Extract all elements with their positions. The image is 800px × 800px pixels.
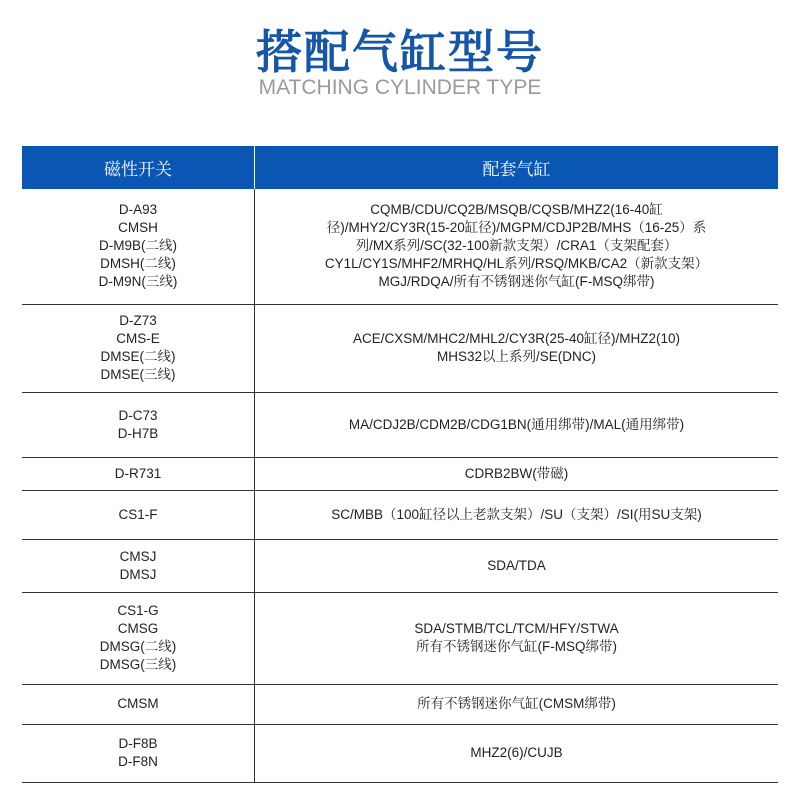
table-row — [22, 684, 778, 724]
cylinder-cell: MA/CDJ2B/CDM2B/CDG1BN(通用绑带)/MAL(通用绑带) — [255, 392, 779, 457]
cylinder-cell: SDA/STMB/TCL/TCM/HFY/STWA 所有不锈钢迷你气缸(F-MSQ绑带) — [255, 592, 779, 684]
page-subtitle: MATCHING CYLINDER TYPE — [258, 76, 542, 99]
table-row — [22, 592, 778, 684]
page-title: 搭配气缸型号 — [256, 25, 544, 79]
table-row — [22, 189, 778, 304]
switch-cell: CS1-F — [22, 490, 255, 539]
switch-cell: D-R731 — [22, 457, 255, 490]
table-row — [22, 304, 778, 392]
cylinder-cell: SC/MBB（100缸径以上老款支架）/SU（支架）/SI(用SU支架) — [255, 490, 779, 539]
table-header — [22, 146, 778, 189]
switch-cell: CMSM — [22, 684, 255, 724]
cylinder-cell: CDRB2BW(带磁) — [255, 457, 779, 490]
header-switch: 磁性开关 — [22, 146, 255, 189]
cylinder-cell: CQMB/CDU/CQ2B/MSQB/CQSB/MHZ2(16-40缸 径)/MHY2/CY3R(15-20缸径)/MGPM/CDJP2B/MHS（16-25）系 列/MX系列/SC(32-100新款支架）/CRA1（支架配套） CY1L/CY1S/MHF2/MRHQ/HL系列/RSQ/MKB/CA2（新款支架） MGJ/RDQA/所有不锈钢迷你气缸(F-MSQ绑带) — [255, 189, 779, 304]
switch-cell: D-Z73 CMS-E DMSE(二线) DMSE(三线) — [22, 304, 255, 392]
table-row — [22, 457, 778, 490]
table-row — [22, 539, 778, 592]
cylinder-cell: ACE/CXSM/MHC2/MHL2/CY3R(25-40缸径)/MHZ2(10) MHS32以上系列/SE(DNC) — [255, 304, 779, 392]
switch-cell: D-A93 CMSH D-M9B(二线) DMSH(二线) D-M9N(三线) — [22, 189, 255, 304]
header-cylinder: 配套气缸 — [255, 146, 779, 189]
cylinder-matching-table — [22, 146, 778, 783]
cylinder-cell: MHZ2(6)/CUJB — [255, 724, 779, 782]
cylinder-cell: SDA/TDA — [255, 539, 779, 592]
table-row — [22, 490, 778, 539]
switch-cell: D-F8B D-F8N — [22, 724, 255, 782]
table-row — [22, 392, 778, 457]
switch-cell: CMSJ DMSJ — [22, 539, 255, 592]
switch-cell: CS1-G CMSG DMSG(二线) DMSG(三线) — [22, 592, 255, 684]
cylinder-cell: 所有不锈钢迷你气缸(CMSM绑带) — [255, 684, 779, 724]
switch-cell: D-C73 D-H7B — [22, 392, 255, 457]
table-row — [22, 724, 778, 782]
